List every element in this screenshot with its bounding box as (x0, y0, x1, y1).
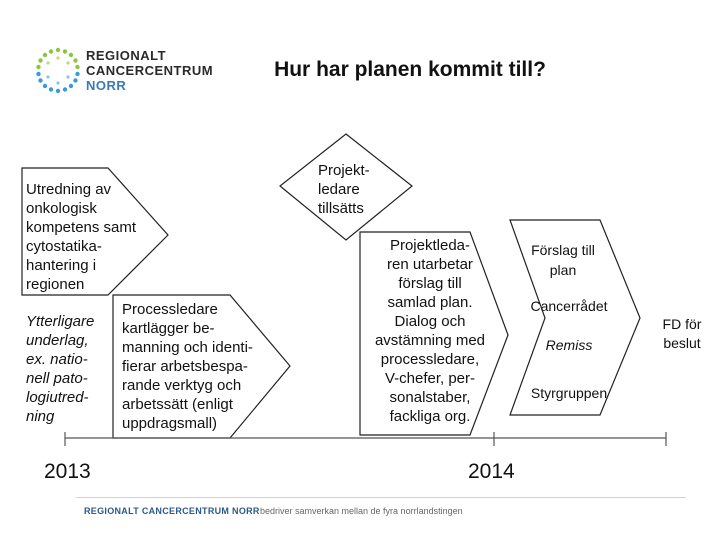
footer-brand: REGIONALT CANCERCENTRUM NORR (84, 506, 260, 516)
fd-beslut-text: FD för beslut (662, 316, 702, 351)
footer-divider (76, 497, 686, 498)
logo-line-3: NORR (86, 78, 127, 93)
slide-title: Hur har planen kommit till? (274, 58, 546, 81)
projektledaren-text: Projektleda- ren utarbetar förslag till samlad plan. Dialog och avstämning med processledare, V-chefer, per- sonalstaber, fackliga org. (374, 237, 486, 425)
processledare-text: Processledare kartlägger be- manning och identi- fierar arbetsbespa- rande verktyg och arbetssätt (enligt uppdragsmall) (122, 301, 253, 432)
year-end-label: 2014 (468, 460, 515, 483)
forslag-heading: Förslag till plan (531, 242, 595, 278)
projektledare-text: Projekt- ledare tillsätts (318, 162, 370, 217)
styrgruppen-label: Styrgruppen (530, 385, 608, 401)
utredning-text: Utredning av onkologisk kompetens samt cytostatika- hantering i regionen (26, 181, 137, 293)
logo-line-1: REGIONALT (86, 48, 167, 63)
footer-tagline: bedriver samverkan mellan de fyra norrlandstingen (260, 506, 463, 516)
remiss-label: Remiss (545, 337, 593, 353)
logo-line-2: CANCERCENTRUM (86, 63, 214, 78)
cancerradet-label: Cancerrådet (530, 298, 608, 314)
year-start-label: 2013 (44, 460, 91, 483)
ytterligare-text: Ytterligare underlag, ex. natio- nell pato- logiutred- ning (26, 313, 95, 425)
